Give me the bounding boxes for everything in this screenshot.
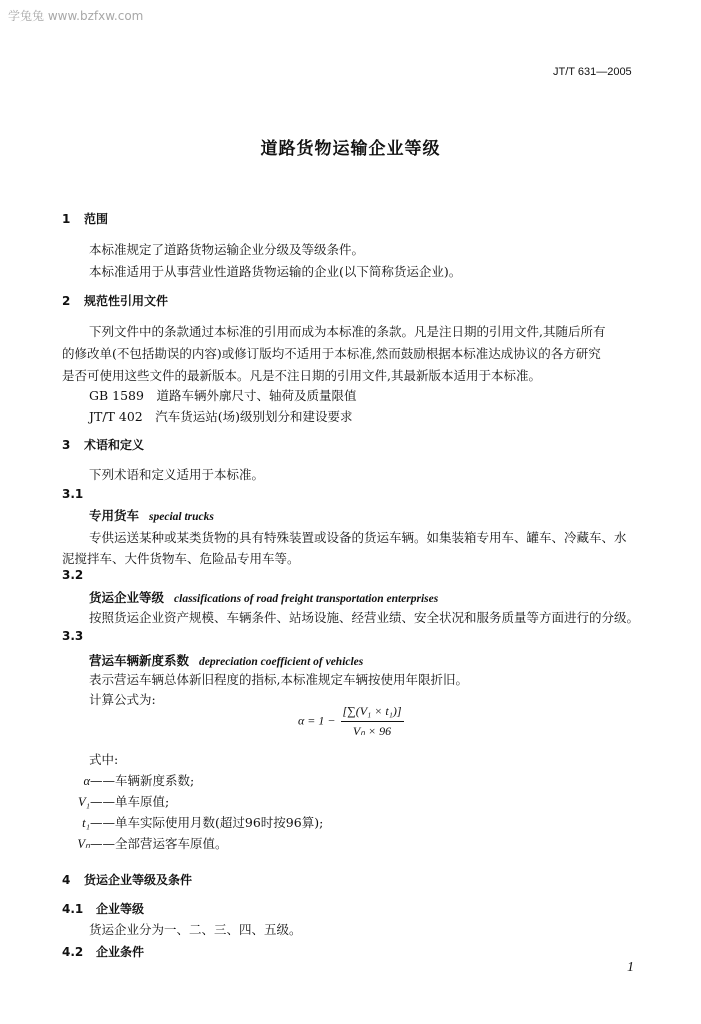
section-3-heading <box>62 436 144 453</box>
section-number: 3 <box>62 438 71 452</box>
subsection-4-1-heading <box>62 900 144 917</box>
variable-row <box>64 813 323 831</box>
paragraph: 本标准规定了道路货物运输企业分级及等级条件。 <box>89 242 365 257</box>
term-definition: 表示营运车辆总体新旧程度的指标,本标准规定车辆按使用年限折旧。 <box>89 672 468 687</box>
term-cn: 专用货车 <box>89 508 140 523</box>
term-en: classifications of road freight transportation enterprises <box>174 593 439 605</box>
reference-item: GB 1589 道路车辆外廓尺寸、轴荷及质量限值 <box>89 388 357 403</box>
term-number: 3.2 <box>62 568 84 582</box>
variable-symbol: α <box>83 774 90 788</box>
paragraph: 货运企业分为一、二、三、四、五级。 <box>89 922 302 937</box>
formula-denominator: Vₙ × 96 <box>352 724 392 738</box>
paragraph: 本标准适用于从事营业性道路货物运输的企业(以下简称货运企业)。 <box>89 264 462 279</box>
section-number: 2 <box>62 294 71 308</box>
term-en: depreciation coefficient of vehicles <box>199 656 364 668</box>
section-number: 4 <box>62 873 71 887</box>
section-number: 4.2 <box>62 945 84 959</box>
section-title: 规范性引用文件 <box>84 294 169 308</box>
reference-item: JT/T 402 汽车货运站(场)级别划分和建设要求 <box>89 409 353 424</box>
paragraph: 下列术语和定义适用于本标准。 <box>89 467 265 482</box>
variable-desc: ——全部营运客车原值。 <box>90 836 228 851</box>
term-en: special trucks <box>149 511 214 523</box>
term-definition: 泥搅拌车、大件货物车、危险品专用车等。 <box>62 551 300 566</box>
section-2-heading <box>62 292 168 309</box>
term-definition: 专供运送某种或某类货物的具有特殊装置或设备的货运车辆。如集装箱专用车、罐车、冷藏车、水 <box>89 530 627 545</box>
subsection-4-2-heading <box>62 943 144 960</box>
term-title <box>89 588 438 606</box>
variable-symbol: t₁ <box>82 816 90 830</box>
section-1-heading <box>62 210 108 227</box>
section-title: 范围 <box>84 212 109 226</box>
section-title: 企业条件 <box>96 945 145 959</box>
term-title <box>89 506 214 524</box>
term-number: 3.1 <box>62 487 84 501</box>
term-definition: 按照货运企业资产规模、车辆条件、站场设施、经营业绩、安全状况和服务质量等方面进行的分级。 <box>89 610 640 625</box>
paragraph-line: 是否可使用这些文件的最新版本。凡是不注日期的引用文件,其最新版本适用于本标准。 <box>62 368 541 383</box>
formula-lhs: α = 1 − <box>298 713 336 728</box>
where-label: 式中: <box>89 752 119 767</box>
variable-desc: ——单车实际使用月数(超过96时按96算); <box>90 815 324 830</box>
formula-fraction <box>341 704 404 739</box>
formula-intro: 计算公式为: <box>89 692 156 707</box>
formula-numerator: [∑(V₁ × t₁)] <box>341 704 404 722</box>
section-title: 货运企业等级及条件 <box>84 873 193 887</box>
watermark: 学兔兔 www.bzfxw.com <box>8 9 144 23</box>
term-title <box>89 651 363 669</box>
depreciation-formula <box>298 704 404 739</box>
paragraph-line: 的修改单(不包括勘误的内容)或修订版均不适用于本标准,然而鼓励根据本标准达成协议的各方研究 <box>62 346 601 361</box>
variable-row <box>64 792 169 810</box>
page-number: 1 <box>627 960 634 975</box>
variable-row <box>64 771 194 789</box>
section-number: 4.1 <box>62 902 84 916</box>
variable-row <box>64 834 228 852</box>
section-title: 术语和定义 <box>84 438 145 452</box>
variable-symbol: V₁ <box>78 795 90 809</box>
paragraph-line: 下列文件中的条款通过本标准的引用而成为本标准的条款。凡是注日期的引用文件,其随后所有 <box>89 324 606 339</box>
standard-number: JT/T 631—2005 <box>553 66 632 78</box>
variable-symbol: Vₙ <box>77 837 90 851</box>
variable-desc: ——车辆新度系数; <box>90 773 195 788</box>
variable-desc: ——单车原值; <box>90 794 170 809</box>
section-4-heading <box>62 871 192 888</box>
section-number: 1 <box>62 212 71 226</box>
term-cn: 营运车辆新度系数 <box>89 653 190 668</box>
term-number: 3.3 <box>62 629 84 643</box>
document-title: 道路货物运输企业等级 <box>260 139 441 159</box>
term-cn: 货运企业等级 <box>89 590 165 605</box>
section-title: 企业等级 <box>96 902 145 916</box>
